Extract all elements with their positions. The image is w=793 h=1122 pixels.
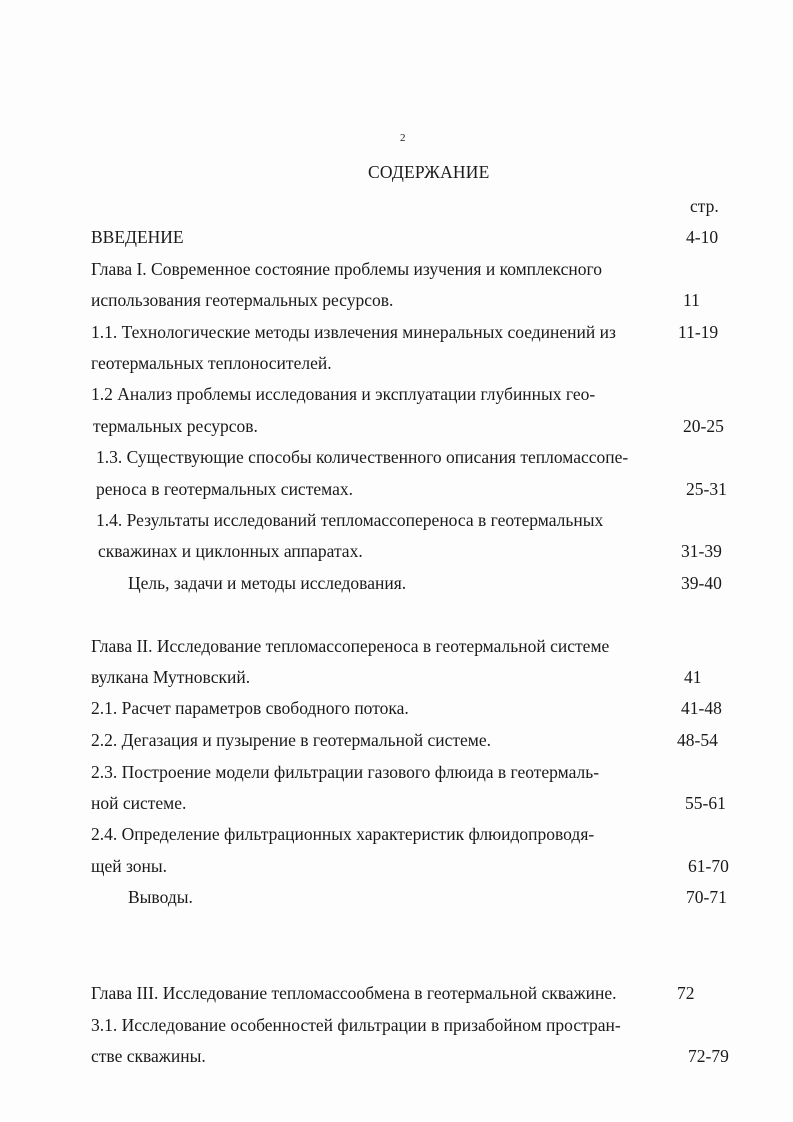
toc-entry-text: Глава I. Современное состояние проблемы изучения и комплексного bbox=[91, 259, 602, 279]
toc-entry-text: 1.4. Результаты исследований тепломассопереноса в геотермальных bbox=[96, 510, 604, 530]
toc-entry-text: геотермальных теплоносителей. bbox=[91, 353, 332, 373]
toc-entry-text: 1.3. Существующие способы количественного описания тепломассопе- bbox=[96, 447, 629, 467]
toc-entry-page: 61-70 bbox=[688, 856, 729, 876]
toc-entry-text: Выводы. bbox=[128, 887, 193, 907]
toc-entry-page: 11 bbox=[683, 290, 700, 310]
toc-entry-text: 1.2 Анализ проблемы исследования и эксплуатации глубинных гео- bbox=[91, 384, 596, 404]
toc-entry-page: 41 bbox=[684, 667, 702, 687]
toc-entry-page: 4-10 bbox=[686, 227, 719, 247]
toc-entry-page: 20-25 bbox=[683, 416, 724, 436]
toc-entry-text: 3.1. Исследование особенностей фильтрации в призабойном простран- bbox=[91, 1015, 621, 1035]
toc-entry-text: стве скважины. bbox=[91, 1046, 206, 1066]
toc-entry-page: 31-39 bbox=[681, 541, 722, 561]
toc-entry-page: 70-71 bbox=[686, 887, 727, 907]
toc-entry-page: 41-48 bbox=[681, 698, 722, 718]
page-number: 2 bbox=[400, 132, 406, 144]
toc-entry-text: 2.2. Дегазация и пузырение в геотермальной системе. bbox=[91, 730, 491, 750]
toc-entry-page: 39-40 bbox=[681, 573, 722, 593]
toc-entry-text: 1.1. Технологические методы извлечения минеральных соединений из bbox=[91, 322, 616, 342]
toc-entry-page: 25-31 bbox=[686, 479, 727, 499]
toc-entry-text: Глава II. Исследование тепломассопереноса в геотермальной системе bbox=[91, 636, 610, 656]
toc-entry-text: Глава III. Исследование тепломассообмена в геотермальной скважине. bbox=[91, 983, 617, 1003]
toc-entry-page: 72-79 bbox=[688, 1046, 729, 1066]
toc-entry-text: щей зоны. bbox=[91, 856, 168, 876]
toc-entry-text: ной системе. bbox=[91, 793, 187, 813]
toc-entry-text: реноса в геотермальных системах. bbox=[96, 479, 353, 499]
toc-entry-text: скважинах и циклонных аппаратах. bbox=[98, 541, 363, 561]
toc-entry-text: использования геотермальных ресурсов. bbox=[91, 290, 394, 310]
toc-entry-text: 2.4. Определение фильтрационных характеристик флюидопроводя- bbox=[91, 824, 595, 844]
toc-entry-page: 11-19 bbox=[678, 322, 719, 342]
toc-entry-text: ВВЕДЕНИЕ bbox=[91, 227, 184, 247]
toc-entry-text: 2.3. Построение модели фильтрации газового флюида в геотермаль- bbox=[91, 762, 600, 782]
toc-entry-page: 72 bbox=[677, 983, 695, 1003]
page-column-header: стр. bbox=[690, 196, 719, 216]
toc-entry-page: 48-54 bbox=[677, 730, 718, 750]
toc-entry-text: Цель, задачи и методы исследования. bbox=[128, 573, 407, 593]
toc-entry-text: вулкана Мутновский. bbox=[91, 667, 251, 687]
toc-entry-page: 55-61 bbox=[685, 793, 726, 813]
toc-entry-text: 2.1. Расчет параметров свободного потока. bbox=[91, 698, 409, 718]
page-title: СОДЕРЖАНИЕ bbox=[368, 162, 490, 182]
toc-entry-text: термальных ресурсов. bbox=[93, 416, 258, 436]
